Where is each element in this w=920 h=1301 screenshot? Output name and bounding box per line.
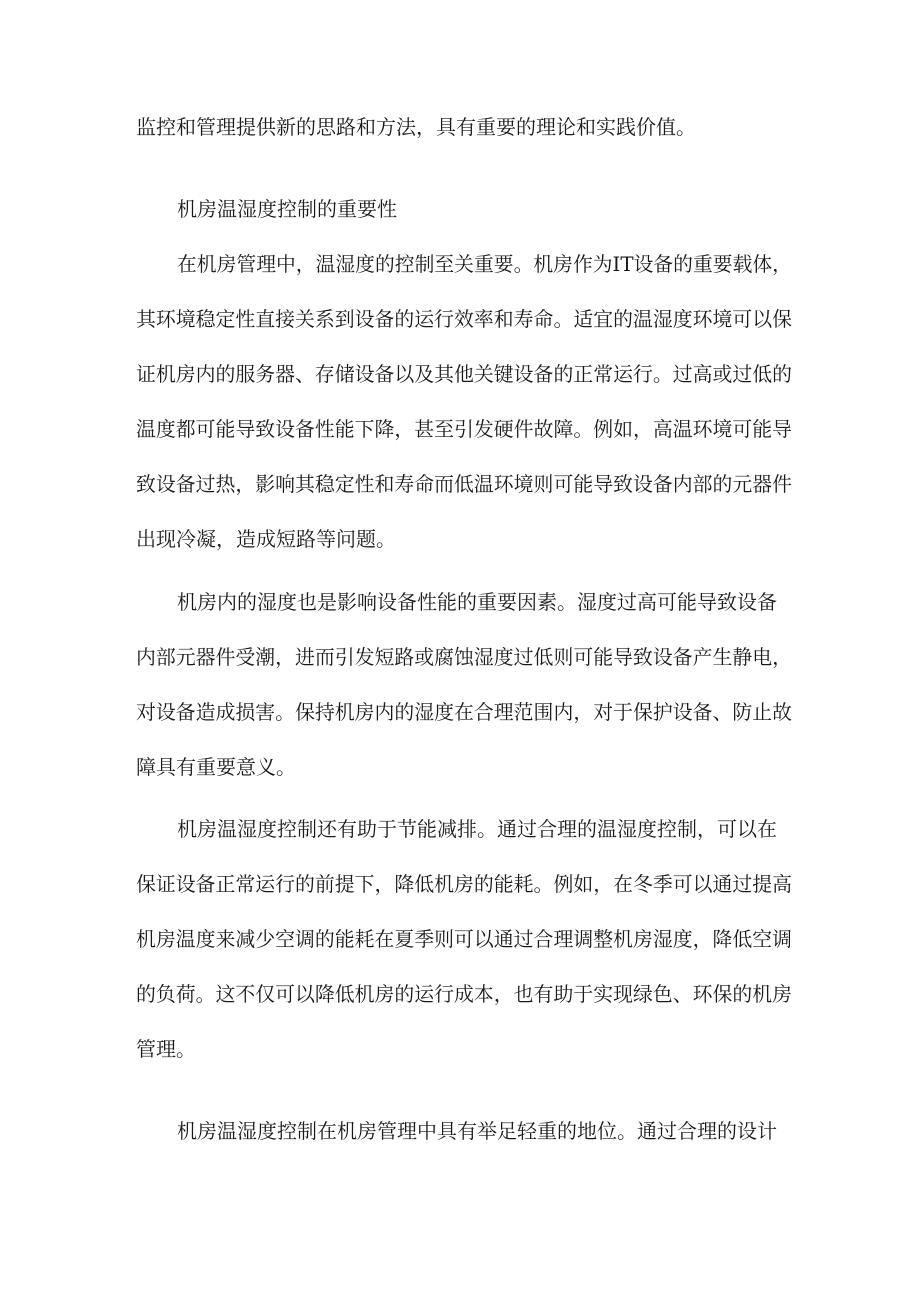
paragraph-text: 内部元器件受潮，进而引发短路或腐蚀湿度过低则可能导致设备产生静电， — [136, 645, 792, 669]
paragraph-text: 出现冷凝，造成短路等问题。 — [136, 527, 396, 551]
paragraph-text: 证机房内的服务器、存储设备以及其他关键设备的正常运行。过高或过低的 — [136, 362, 792, 386]
paragraph-text: 在机房管理中，温湿度的控制至关重要。机房作为IT设备的重要载体， — [177, 252, 792, 276]
paragraph-4-line-1 — [0, 1114, 920, 1148]
paragraph-1-line-1 — [0, 247, 920, 281]
intro-tail-text: 监控和管理提供新的思路和方法，具有重要的理论和实践价值。 — [136, 115, 696, 139]
paragraph-text: 管理。 — [136, 1037, 196, 1061]
intro-tail-line — [0, 110, 920, 144]
paragraph-2-line-3 — [0, 695, 920, 729]
section-heading — [0, 192, 920, 226]
paragraph-1-line-2 — [0, 302, 920, 336]
section-heading-text: 机房温湿度控制的重要性 — [177, 197, 397, 221]
paragraph-3-line-5 — [0, 1032, 920, 1066]
paragraph-text: 保证设备正常运行的前提下，降低机房的能耗。例如，在冬季可以通过提高 — [136, 872, 792, 896]
paragraph-3-line-3 — [0, 922, 920, 956]
paragraph-text: 温度都可能导致设备性能下降，甚至引发硬件故障。例如，高温环境可能导 — [136, 417, 792, 441]
paragraph-text: 的负荷。这不仅可以降低机房的运行成本，也有助于实现绿色、环保的机房 — [136, 982, 792, 1006]
paragraph-3-line-1 — [0, 812, 920, 846]
paragraph-text: 其环境稳定性直接关系到设备的运行效率和寿命。适宜的温湿度环境可以保 — [136, 307, 792, 331]
paragraph-2-line-4 — [0, 750, 920, 784]
paragraph-text: 机房温湿度控制还有助于节能减排。通过合理的温湿度控制，可以在 — [177, 817, 777, 841]
paragraph-1-line-3 — [0, 357, 920, 391]
paragraph-text: 机房温湿度控制在机房管理中具有举足轻重的地位。通过合理的设计 — [177, 1119, 777, 1143]
paragraph-2-line-1 — [0, 585, 920, 619]
paragraph-text: 对设备造成损害。保持机房内的湿度在合理范围内，对于保护设备、防止故 — [136, 700, 792, 724]
paragraph-1-line-5 — [0, 467, 920, 501]
paragraph-1-line-6 — [0, 522, 920, 556]
paragraph-text: 机房温度来减少空调的能耗在夏季则可以通过合理调整机房湿度，降低空调 — [136, 927, 792, 951]
paragraph-text: 障具有重要意义。 — [136, 755, 296, 779]
paragraph-2-line-2 — [0, 640, 920, 674]
paragraph-3-line-4 — [0, 977, 920, 1011]
paragraph-text: 致设备过热，影响其稳定性和寿命而低温环境则可能导致设备内部的元器件 — [136, 472, 792, 496]
paragraph-3-line-2 — [0, 867, 920, 901]
paragraph-text: 机房内的湿度也是影响设备性能的重要因素。湿度过高可能导致设备 — [177, 590, 777, 614]
paragraph-1-line-4 — [0, 412, 920, 446]
